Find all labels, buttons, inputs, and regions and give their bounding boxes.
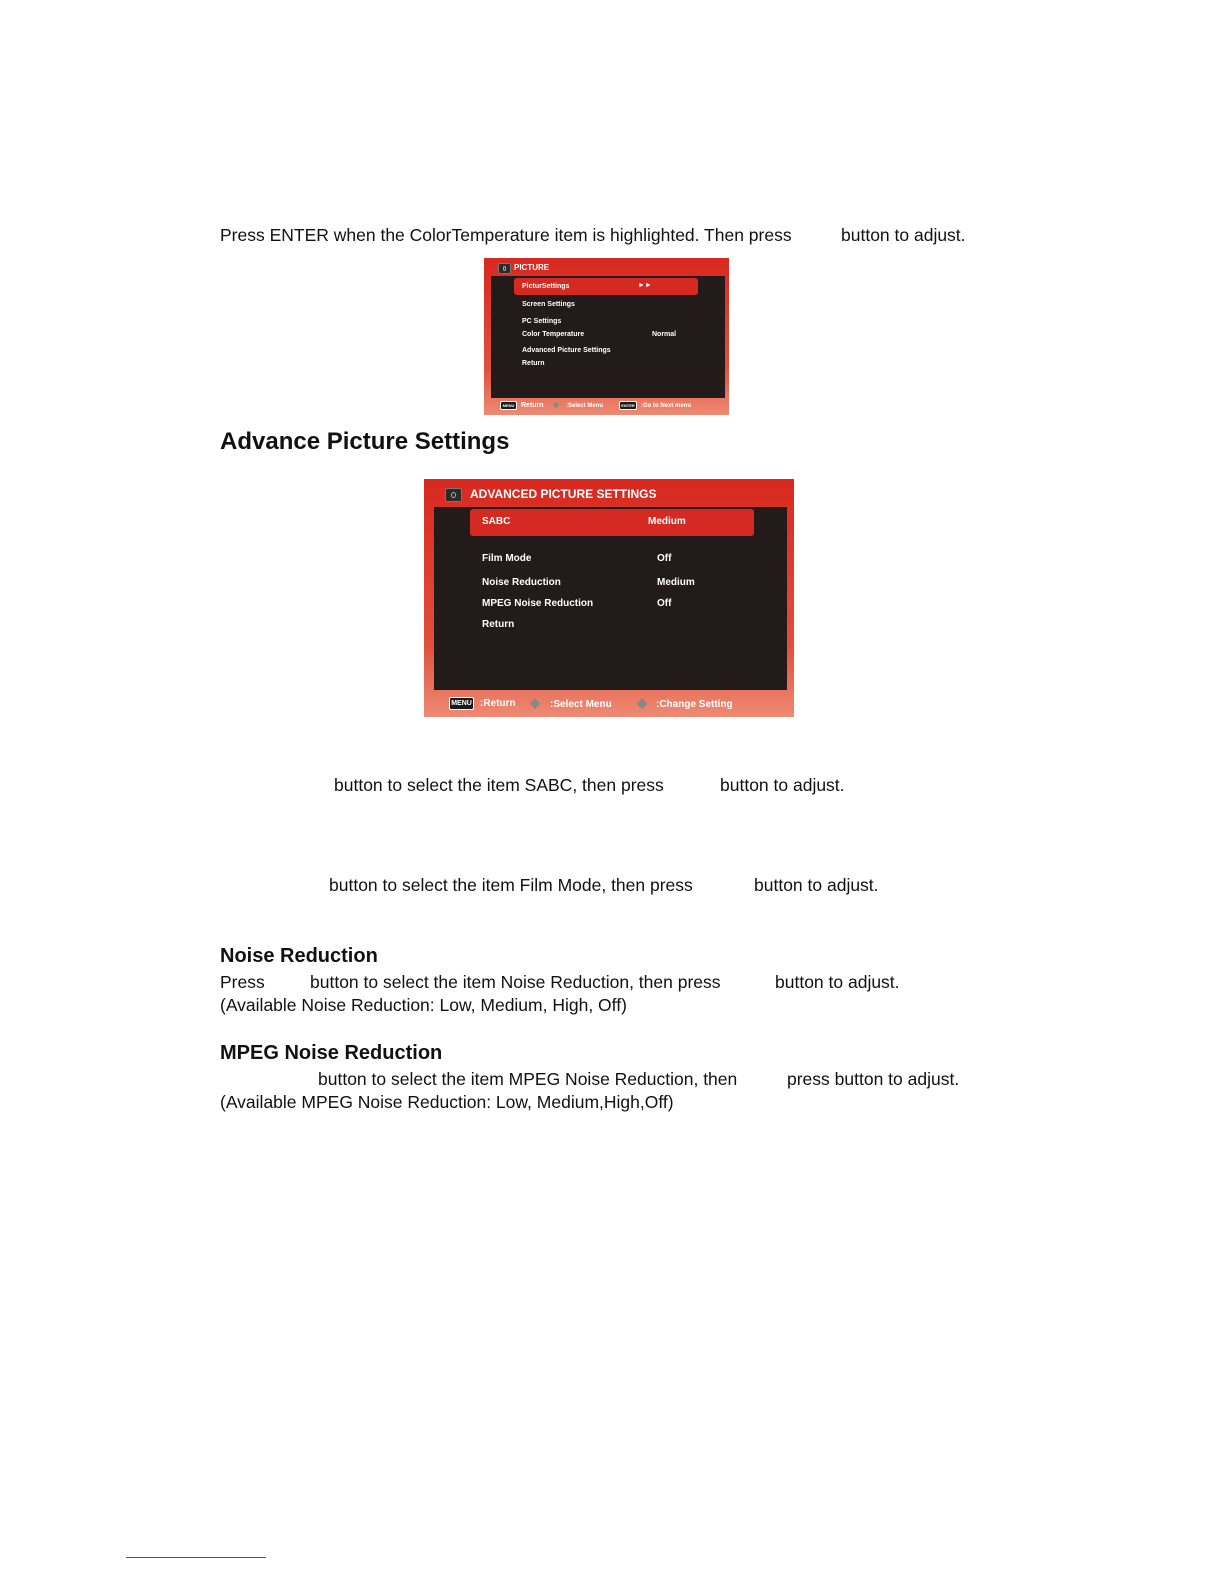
mpeg-noise-reduction-heading: MPEG Noise Reduction <box>220 1042 443 1064</box>
advanced-item-noise-reduction[interactable]: Noise Reduction <box>482 577 561 588</box>
picture-footer-next: :Go to Next menu <box>641 403 692 409</box>
intro-text-part1: Press ENTER when the ColorTemperature item is highlighted. Then press <box>220 225 792 245</box>
picture-footer-select: :Select Menu <box>566 403 604 409</box>
picture-menu-item-color-temperature-value: Normal <box>652 331 677 338</box>
footnote-divider <box>126 1557 266 1558</box>
advanced-item-noise-reduction-value: Medium <box>657 577 695 588</box>
advanced-menu-screen <box>424 479 794 717</box>
advanced-item-mpeg-noise-reduction[interactable]: MPEG Noise Reduction <box>482 598 594 609</box>
menu-key-icon: MENU <box>449 697 474 710</box>
picture-menu-item-color-temperature[interactable]: Color Temperature <box>522 331 585 338</box>
intro-text-end <box>841 224 966 246</box>
mpeg-text: button to select the item MPEG Noise Reduction, then <box>318 1069 738 1089</box>
noise-text-end: button to adjust. <box>775 972 900 992</box>
noise-press-text: Press <box>220 972 265 992</box>
noise-text: button to select the item Noise Reduction, then press <box>310 972 721 992</box>
picture-menu-item-pictur-settings[interactable]: PicturSettings <box>522 283 570 290</box>
advanced-footer-change: :Change Setting <box>656 699 733 710</box>
enter-key-icon: ENTER <box>619 401 637 410</box>
film-mode-text-end: button to adjust. <box>754 875 879 895</box>
advanced-item-return[interactable]: Return <box>482 619 515 630</box>
advanced-footer-return: :Return <box>480 698 516 709</box>
advanced-menu-highlight <box>470 509 754 536</box>
picture-menu-item-return[interactable]: Return <box>522 360 545 367</box>
noise-reduction-heading: Noise Reduction <box>220 945 378 967</box>
picture-footer-return: Return <box>521 402 544 409</box>
advanced-item-sabc-value: Medium <box>648 516 686 527</box>
updown-arrow-icon: ◆ <box>530 695 540 710</box>
advanced-item-mpeg-noise-reduction-value: Off <box>657 598 672 609</box>
noise-available-text: (Available Noise Reduction: Low, Medium, High, Off) <box>220 995 627 1015</box>
picture-menu-item-pc-settings[interactable]: PC Settings <box>522 318 562 325</box>
advanced-item-sabc[interactable]: SABC <box>482 516 511 527</box>
picture-menu-screen <box>484 258 729 415</box>
picture-menu-item-screen-settings[interactable]: Screen Settings <box>522 301 575 308</box>
sabc-text: button to select the item SABC, then press <box>334 775 664 795</box>
picture-menu-item-pictur-settings-arrows: ►► <box>638 282 652 289</box>
film-mode-text: button to select the item Film Mode, then press <box>329 875 693 895</box>
camera-icon <box>498 263 511 274</box>
picture-menu-title: PICTURE <box>514 263 550 272</box>
updown-arrow-icon: ◆ <box>553 400 560 409</box>
advanced-item-film-mode[interactable]: Film Mode <box>482 553 532 564</box>
intro-text-part2: button to adjust. <box>841 225 966 245</box>
advanced-item-film-mode-value: Off <box>657 553 672 564</box>
picture-menu-item-advanced[interactable]: Advanced Picture Settings <box>522 347 611 354</box>
leftright-arrow-icon: ◆ <box>637 695 647 710</box>
intro-text <box>220 224 792 246</box>
section-heading: Advance Picture Settings <box>220 428 510 455</box>
menu-key-icon: MENU <box>500 401 517 410</box>
mpeg-text-end: press button to adjust. <box>787 1069 960 1089</box>
camera-icon <box>445 488 462 502</box>
advanced-footer-select: :Select Menu <box>550 699 612 710</box>
advanced-menu-title: ADVANCED PICTURE SETTINGS <box>470 487 657 501</box>
sabc-text-end: button to adjust. <box>720 775 845 795</box>
mpeg-available-text: (Available MPEG Noise Reduction: Low, Medium,High,Off) <box>220 1092 674 1112</box>
